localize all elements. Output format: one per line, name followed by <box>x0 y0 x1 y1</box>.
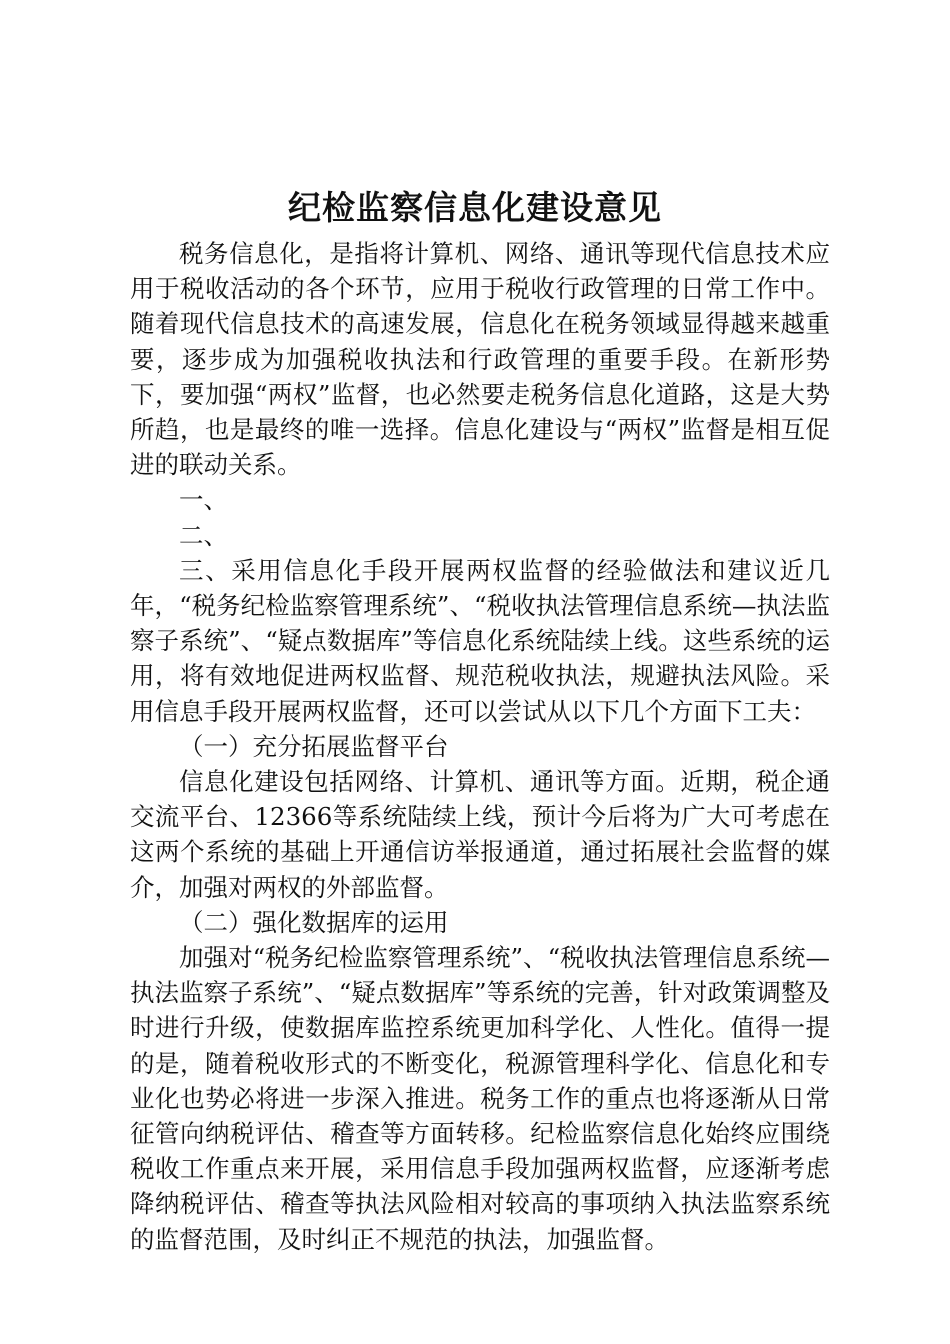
subheading-database: （二）强化数据库的运用 <box>179 907 449 937</box>
heading-two: 二、 <box>179 520 228 550</box>
paragraph-database: 加强对“税务纪检监察管理系统”、“税收执法管理信息系统—执法监察子系统”、“疑点数据库”等系统的完善，针对政策调整及时进行升级，使数据库监控系统更加科学化、人性化。值得一提的是，随着税收形式的不断变化，税源管理科学化、信息化和专业化也势必将进一步深入推进。税务工作的重点也将逐渐从日常征管向纳税评估、稽查等方面转移。纪检监察信息化始终应围绕税收工作重点来开展，采用信息手段加强两权监督，应逐渐考虑降纳税评估、稽查等执法风险相对较高的事项纳入执法监察系统的监督范围，及时纠正不规范的执法，加强监督。 <box>130 943 830 1254</box>
document-title: 纪检监察信息化建设意见 <box>288 188 662 227</box>
paragraph-section-three: 三、采用信息化手段开展两权监督的经验做法和建议近几年，“税务纪检监察管理系统”、“税收执法管理信息系统—执法监察子系统”、“疑点数据库”等信息化系统陆续上线。这些系统的运用，将有效地促进两权监督、规范税收执法，规避执法风险。采用信息手段开展两权监督，还可以尝试从以下几个方面下工夫： <box>130 555 830 726</box>
document-body <box>130 236 830 1257</box>
heading-one: 一、 <box>179 485 228 515</box>
subheading-platform: （一）充分拓展监督平台 <box>179 731 449 761</box>
paragraph-platform: 信息化建设包括网络、计算机、通讯等方面。近期，税企通交流平台、12366等系统陆续上线，预计今后将为广大可考虑在这两个系统的基础上开通信访举报通道，通过拓展社会监督的媒介，加强对两权的外部监督。 <box>130 767 830 902</box>
paragraph-intro: 税务信息化，是指将计算机、网络、通讯等现代信息技术应用于税收活动的各个环节，应用于税收行政管理的日常工作中。随着现代信息技术的高速发展，信息化在税务领域显得越来越重要，逐步成为加强税收执法和行政管理的重要手段。在新形势下，要加强“两权”监督，也必然要走税务信息化道路，这是大势所趋，也是最终的唯一选择。信息化建设与“两权”监督是相互促进的联动关系。 <box>130 239 830 480</box>
